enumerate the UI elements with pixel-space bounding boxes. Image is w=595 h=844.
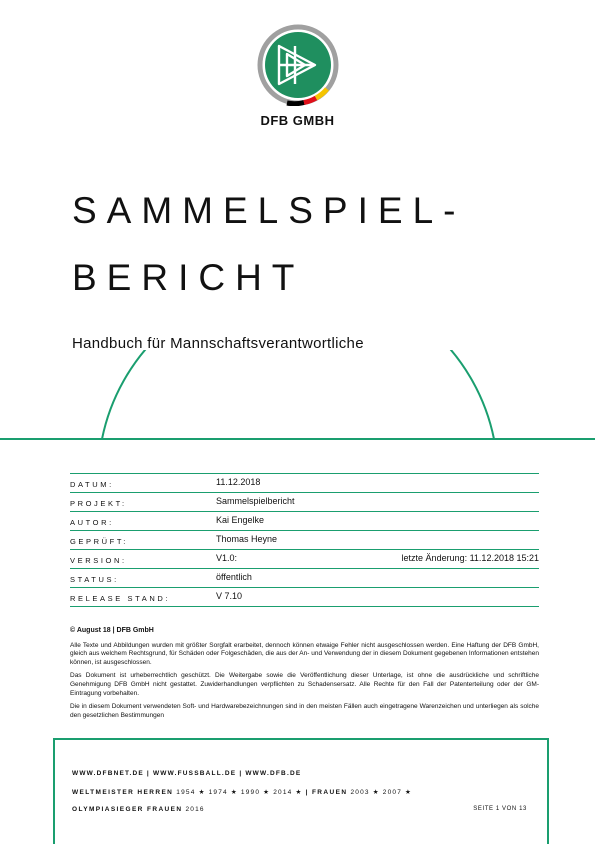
legal-notice: [70, 627, 539, 725]
legal-paragraph-copyright: Das Dokument ist urheberrechtlich geschützt. Die Weitergabe sowie die Veröffentlichung dieser Unterlage, ist ohne die ausdrückliche und schriftliche Genehmigung DFB GmbH nicht gestattet. Zuwiderhandlungen verpflichten zu Schadensersatz. Alle Rechte für den Fall der Patenterteilung oder der GM-Eintragung vorbehalten.: [70, 672, 539, 697]
olympia-year: 2016: [185, 806, 205, 813]
brand-name: DFB GMBH: [260, 113, 335, 128]
meta-row-geprueft: [70, 530, 539, 549]
geprueft-value: Thomas Heyne: [216, 534, 278, 544]
meta-row-release: [70, 587, 539, 607]
weltmeister-years: 1954 ★ 1974 ★ 1990 ★ 2014 ★: [176, 789, 303, 796]
frauen-years: 2003 ★ 2007 ★: [350, 789, 413, 796]
copyright: © August 18 | DFB GmbH: [70, 627, 154, 634]
footer-websites: WWW.DFBNET.DE | WWW.FUSSBALL.DE | WWW.DFB.DE: [72, 770, 302, 777]
footer-world-champions: [72, 788, 412, 796]
decorative-arc: [0, 350, 595, 442]
projekt-label: PROJEKT:: [70, 499, 127, 508]
document-title-line-1: SAMMELSPIEL-: [72, 190, 466, 231]
projekt-value: Sammelspielbericht: [216, 496, 295, 506]
autor-label: AUTOR:: [70, 518, 114, 527]
release-label: RELEASE STAND:: [70, 594, 171, 603]
footer: [53, 738, 549, 844]
meta-row-projekt: [70, 492, 539, 511]
dfb-logo-icon: [257, 24, 339, 106]
status-value: öffentlich: [216, 572, 252, 582]
page-number: SEITE 1 VON 13: [473, 806, 527, 812]
document-meta-table: [70, 473, 539, 607]
legal-paragraph-trademarks: Die in diesem Dokument verwendeten Soft- und Hardwarebezeichnungen sind in den meisten Fällen auch eingetragene Warenzeichen und unterliegen als solche den gesetzlichen Bestimmungen: [70, 703, 539, 719]
release-value: V 7.10: [216, 591, 243, 601]
datum-value: 11.12.2018: [216, 477, 261, 487]
version-value: V1.0:: [216, 553, 238, 563]
autor-value: Kai Engelke: [216, 515, 265, 525]
frauen-label: | FRAUEN: [305, 789, 348, 796]
footer-olympic-champions: [72, 806, 205, 813]
status-label: STATUS:: [70, 575, 119, 584]
meta-row-version: [70, 549, 539, 568]
document-title-line-2: BERICHT: [72, 257, 305, 298]
document-subtitle: Handbuch für Mannschaftsverantwortliche: [72, 335, 364, 352]
weltmeister-label: WELTMEISTER HERREN: [72, 789, 174, 796]
dfb-logo: [257, 24, 339, 106]
last-change-value: letzte Änderung: 11.12.2018 15:21: [401, 553, 539, 563]
meta-row-datum: [70, 473, 539, 492]
meta-row-autor: [70, 511, 539, 530]
geprueft-label: GEPRÜFT:: [70, 537, 128, 546]
legal-paragraph-liability: Alle Texte und Abbildungen wurden mit größter Sorgfalt erarbeitet, dennoch können etwaige Fehler nicht ausgeschlossen werden. Eine Haftung der DFB GmbH, gleich aus welchem Rechtsgrund, für Schäden oder Folgeschäden, die aus der An- und Verwendung der in diesem Dokument gegebenen Informationen entstehen können, ist ausgeschlossen.: [70, 641, 539, 666]
olympia-label: OLYMPIASIEGER FRAUEN: [72, 806, 183, 813]
version-label: VERSION:: [70, 556, 127, 565]
datum-label: DATUM:: [70, 480, 114, 489]
meta-row-status: [70, 568, 539, 587]
